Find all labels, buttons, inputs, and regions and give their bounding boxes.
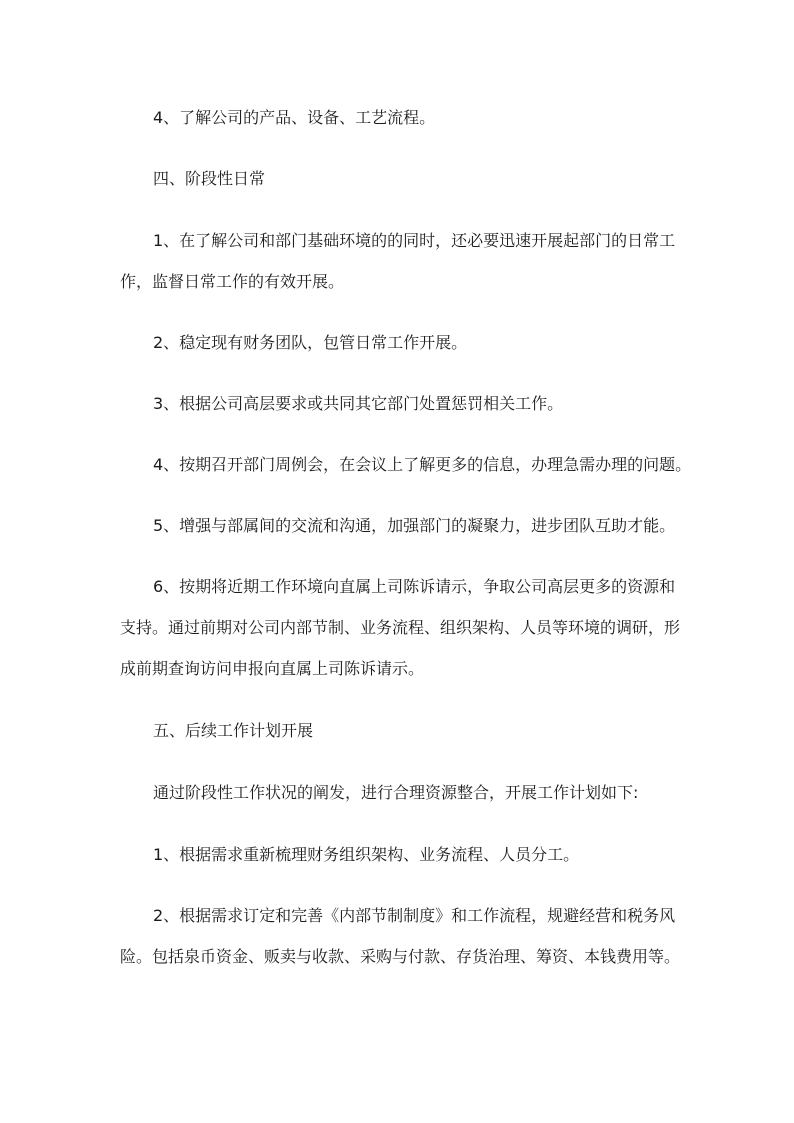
paragraph-daily-3	[120, 383, 676, 424]
text-line: 1、在了解公司和部门基础环境的的同时，还必要迅速开展起部门的日常工	[153, 231, 676, 250]
text-line: 五、后续工作计划开展	[153, 721, 314, 740]
text-line: 支持。通过前期对公司内部节制、业务流程、组织架构、人员等环境的调研，形	[120, 618, 681, 637]
text-line: 2、稳定现有财务团队，包管日常工作开展。	[153, 333, 468, 352]
text-line: 2、根据需求订定和完善《内部节制制度》和工作流程，规避经营和税务风	[153, 906, 676, 925]
text-line: 成前期查询访问申报向直属上司陈诉请示。	[120, 659, 425, 678]
text-line: 5、增强与部属间的交流和沟通，加强部门的凝聚力，进步团队互助才能。	[153, 516, 676, 535]
text-line: 3、根据公司高层要求或共同其它部门处置惩罚相关工作。	[153, 394, 564, 413]
paragraph-item-4-products	[120, 97, 676, 138]
text-line: 4、了解公司的产品、设备、工艺流程。	[153, 108, 436, 127]
section-heading-4	[120, 158, 676, 199]
text-line: 作，监督日常工作的有效开展。	[120, 272, 345, 291]
paragraph-daily-1	[120, 220, 676, 302]
paragraph-plan-intro	[120, 772, 676, 813]
paragraph-daily-2	[120, 322, 676, 363]
paragraph-plan-1	[120, 834, 676, 875]
text-line: 1、根据需求重新梳理财务组织架构、业务流程、人员分工。	[153, 845, 580, 864]
paragraph-daily-6	[120, 566, 681, 689]
text-line: 四、阶段性日常	[153, 169, 266, 188]
paragraph-daily-4	[120, 444, 692, 485]
paragraph-daily-5	[120, 505, 676, 546]
paragraph-plan-2	[120, 895, 681, 977]
text-line: 通过阶段性工作状况的阐发，进行合理资源整合，开展工作计划如下:	[153, 783, 639, 802]
text-line: 4、按期召开部门周例会，在会议上了解更多的信息，办理急需办理的问题。	[153, 455, 692, 474]
text-line: 6、按期将近期工作环境向直属上司陈诉请示，争取公司高层更多的资源和	[153, 577, 676, 596]
section-heading-5	[120, 710, 676, 751]
text-line: 险。包括泉币资金、贩卖与收款、采购与付款、存货治理、筹资、本钱费用等。	[120, 947, 681, 966]
